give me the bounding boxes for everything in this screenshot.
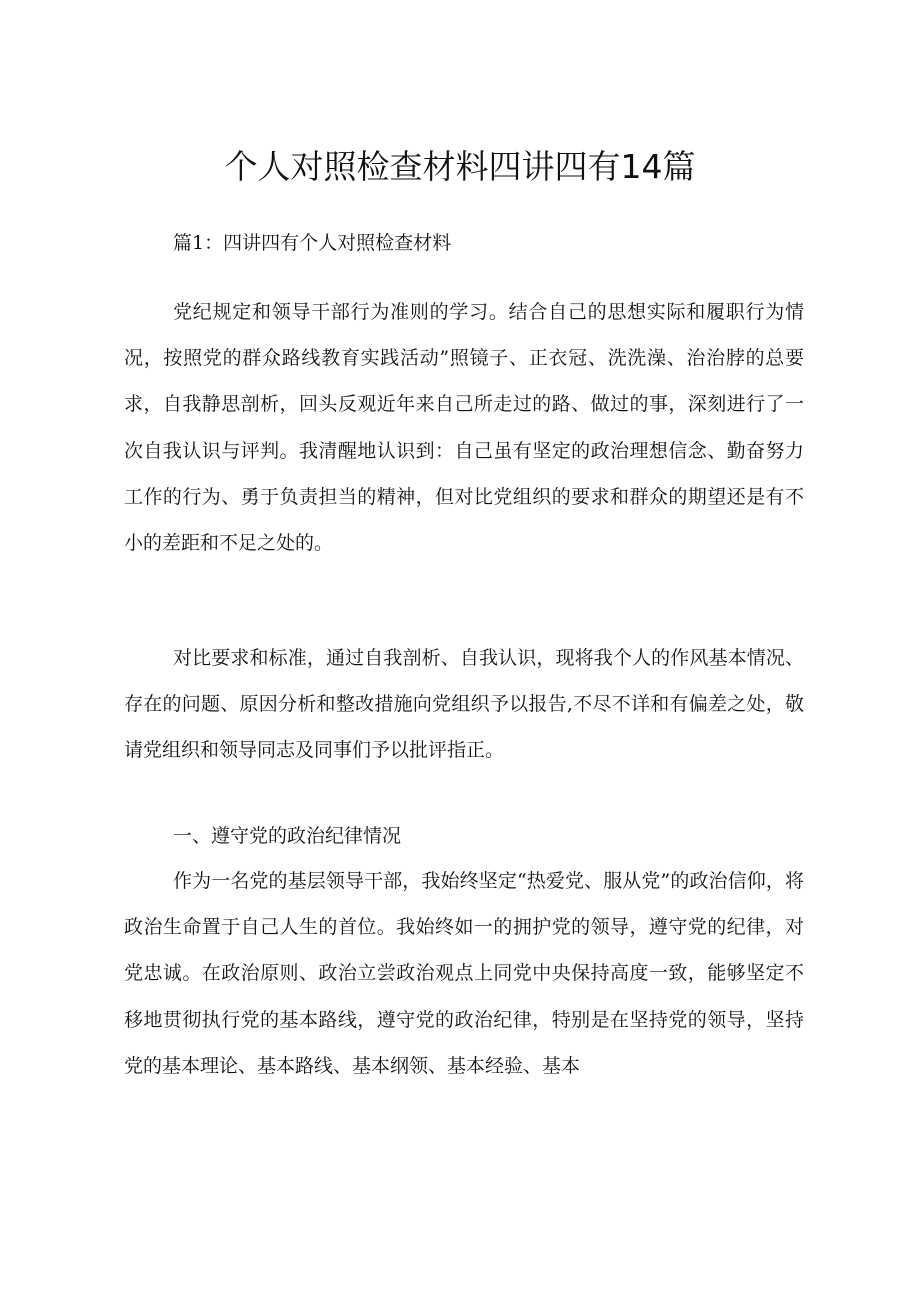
section-paragraph: 作为一名党的基层领导干部，我始终坚定“热爱党、服从党”的政治信仰，将政治生命置于自己人生的首位。我始终如一的拥护党的领导，遵守党的纪律，对党忠诚。在政治原则、政治立尝政治观点上同党中央保持高度一致，能够坚定不移地贯彻执行党的基本路线，遵守党的政治纪律，特别是在坚持党的领导，坚持党的基本理论、基本路线、基本纲领、基本经验、基本 (124, 870, 804, 1077)
body-paragraph-2: 对比要求和标准，通过自我剖析、自我认识，现将我个人的作风基本情况、存在的问题、原因分析和整改措施向党组织予以报告,不尽不详和有偏差之处，敬请党组织和领导同志及同事们予以批评指正。 (124, 647, 804, 762)
article-subtitle: 篇1：四讲四有个人对照检查材料 (173, 232, 452, 254)
body-paragraph-1: 党纪规定和领导干部行为准则的学习。结合自己的思想实际和履职行为情况，按照党的群众路线教育实践活动”照镜子、正衣冠、洗洗澡、治治脖的总要求，自我静思剖析，回头反观近年来自己所走过的路、做过的事，深刻进行了一次自我认识与评判。我清醒地认识到：自己虽有坚定的政治理想信念、勤奋努力工作的行为、勇于负责担当的精神，但对比党组织的要求和群众的期望还是有不小的差距和不足之处的。 (124, 301, 804, 555)
section-heading: 一、遵守党的政治纪律情况 (173, 825, 402, 847)
document-title: 个人对照检查材料四讲四有14篇 (224, 147, 696, 186)
